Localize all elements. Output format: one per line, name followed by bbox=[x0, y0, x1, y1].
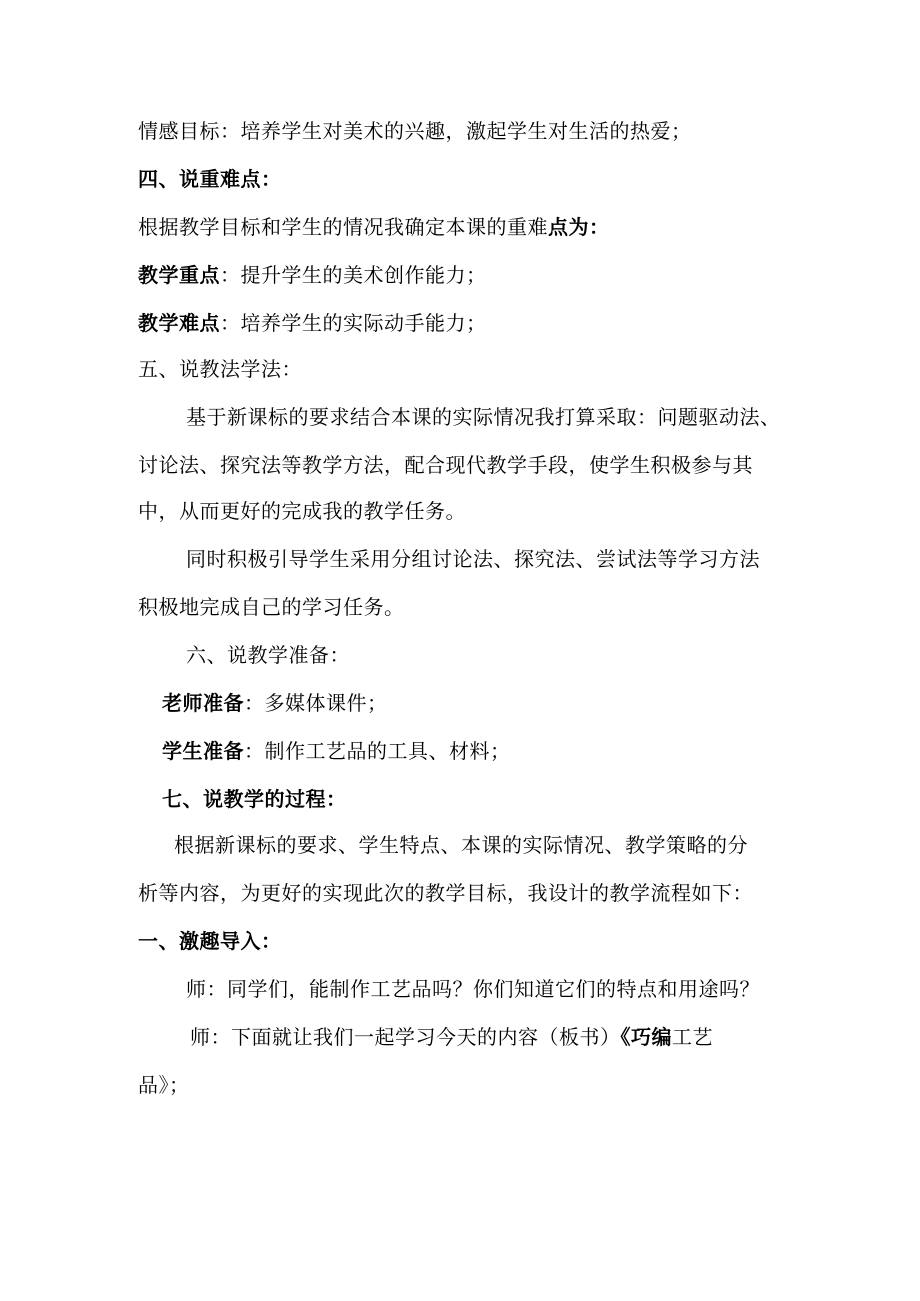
teaching-focus-line: 教学重点：提升学生的美术创作能力； bbox=[138, 263, 487, 287]
section-heading-methods: 五、说教法学法： bbox=[138, 357, 302, 381]
learning-paragraph-line-1: 同时积极引导学生采用分组讨论法、探究法、尝试法等学习方法 bbox=[186, 547, 760, 571]
learning-paragraph-line-2: 积极地完成自己的学习任务。 bbox=[138, 595, 405, 619]
teacher-preparation-line: 老师准备：多媒体课件； bbox=[162, 691, 388, 715]
teaching-difficulty-line: 教学难点：培养学生的实际动手能力； bbox=[138, 311, 487, 335]
methods-paragraph-line-1: 基于新课标的要求结合本课的实际情况我打算采取：问题驱动法、 bbox=[186, 405, 781, 429]
teacher-statement-line-2: 品》； bbox=[138, 1073, 190, 1097]
teaching-focus-label: 教学重点 bbox=[138, 263, 220, 287]
process-paragraph-line-2: 析等内容，为更好的实现此次的教学目标，我设计的教学流程如下： bbox=[138, 881, 753, 905]
student-preparation-label: 学生准备 bbox=[162, 739, 244, 763]
process-paragraph-line-1: 根据新课标的要求、学生特点、本课的实际情况、教学策略的分 bbox=[174, 833, 748, 857]
section-heading-key-points: 四、说重难点： bbox=[138, 167, 282, 191]
section-heading-preparation: 六、说教学准备： bbox=[186, 643, 350, 667]
teacher-question-line-1: 师：同学们，能制作工艺品吗？你们知道它们的特点和用途吗？ bbox=[186, 977, 760, 1001]
teacher-statement-line-1: 师：下面就让我们一起学习今天的内容（板书）《巧编工艺 bbox=[190, 1025, 713, 1049]
section-heading-intro: 一、激趣导入： bbox=[138, 929, 282, 953]
section-heading-process: 七、说教学的过程： bbox=[162, 787, 347, 811]
key-points-intro-line: 根据教学目标和学生的情况我确定本课的重难点为： bbox=[138, 215, 610, 239]
teaching-difficulty-label: 教学难点 bbox=[138, 311, 220, 335]
methods-paragraph-line-2: 讨论法、探究法等教学方法，配合现代教学手段，使学生积极参与其 bbox=[138, 453, 753, 477]
emotion-goal-line: 情感目标：培养学生对美术的兴趣，激起学生对生活的热爱； bbox=[138, 119, 692, 143]
student-preparation-line: 学生准备：制作工艺品的工具、材料； bbox=[162, 739, 511, 763]
teacher-preparation-label: 老师准备 bbox=[162, 691, 244, 715]
methods-paragraph-line-3: 中，从而更好的完成我的教学任务。 bbox=[138, 499, 466, 523]
